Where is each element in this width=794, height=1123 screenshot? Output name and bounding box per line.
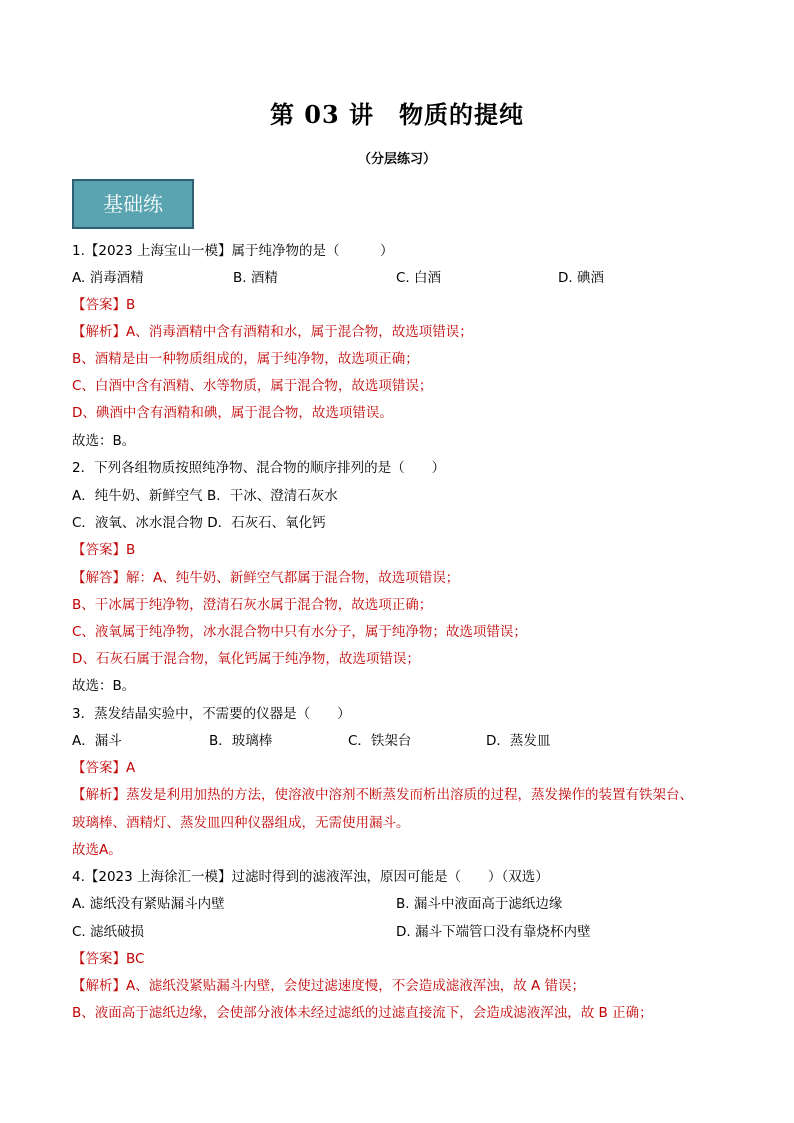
page-title: 第 03 讲 物质的提纯 (269, 100, 525, 129)
answer-tag: 【答案】 (72, 297, 126, 313)
analysis-text: 蒸发是利用加热的方法，使溶液中溶剂不断蒸发而析出溶质的过程，蒸发操作的装置有铁架台、 (126, 787, 693, 803)
q1-analysis-line: C、白酒中含有酒精、水等物质，属于混合物，故选项错误； (72, 378, 433, 394)
q4-option-c: C. 滤纸破损 (72, 924, 145, 940)
q2-stem: 2．下列各组物质按照纯净物、混合物的顺序排列的是（ ） (72, 460, 446, 476)
q4-option-b: B. 漏斗中液面高于滤纸边缘 (396, 896, 563, 912)
answer-value: A (126, 760, 136, 776)
q1-analysis-line: D、碘酒中含有酒精和碘，属于混合物，故选项错误。 (72, 405, 393, 421)
q4-analysis-line (72, 977, 585, 995)
q4-option-d: D. 漏斗下端管口没有靠烧杯内壁 (396, 924, 591, 940)
q2-answer (72, 541, 135, 559)
answer-value: B (126, 542, 136, 558)
answer-value: B (126, 297, 136, 313)
analysis-tag: 【解析】 (72, 978, 126, 994)
answer-tag: 【答案】 (72, 951, 126, 967)
q1-stem: 1.【2023 上海宝山一模】属于纯净物的是（ ） (72, 243, 394, 259)
q1-answer (72, 296, 135, 314)
q4-stem: 4.【2023 上海徐汇一模】过滤时得到的滤液浑浊，原因可能是（ ）（双选） (72, 869, 549, 885)
analysis-tag: 【解答】 (72, 570, 126, 586)
q4-analysis-line: B、液面高于滤纸边缘，会使部分液体未经过滤纸的过滤直接流下，会造成滤液浑浊，故 B 正确； (72, 1005, 653, 1021)
q1-analysis-line (72, 323, 473, 341)
q3-option-b: B．玻璃棒 (209, 733, 273, 749)
q3-option-c: C．铁架台 (348, 733, 412, 749)
q4-option-a: A. 滤纸没有紧贴漏斗内壁 (72, 896, 225, 912)
q3-answer (72, 759, 135, 777)
q2-analysis-line: C、液氧属于纯净物，冰水混合物中只有水分子，属于纯净物；故选项错误； (72, 624, 527, 640)
q1-option-d: D. 碘酒 (558, 270, 604, 286)
analysis-text: 解：A、纯牛奶、新鲜空气都属于混合物，故选项错误； (126, 570, 460, 586)
q2-options-cd: C．液氧、冰水混合物 D．石灰石、氧化钙 (72, 515, 326, 531)
q2-options-ab: A．纯牛奶、新鲜空气 B．干冰、澄清石灰水 (72, 488, 338, 504)
answer-tag: 【答案】 (72, 542, 126, 558)
analysis-tag: 【解析】 (72, 787, 126, 803)
answer-value: BC (126, 951, 145, 967)
q2-conclusion: 故选：B。 (72, 678, 136, 694)
answer-tag: 【答案】 (72, 760, 126, 776)
q2-analysis-line: D、石灰石属于混合物，氧化钙属于纯净物，故选项错误； (72, 651, 420, 667)
analysis-text: A、消毒酒精中含有酒精和水，属于混合物，故选项错误； (126, 324, 473, 340)
q3-conclusion: 故选A。 (72, 842, 122, 858)
analysis-text: A、滤纸没紧贴漏斗内壁，会使过滤速度慢，不会造成滤液浑浊，故 A 错误； (126, 978, 586, 994)
page-subtitle: （分层练习） (357, 152, 436, 167)
q1-conclusion: 故选：B。 (72, 433, 136, 449)
q1-option-a: A. 消毒酒精 (72, 270, 144, 286)
q3-analysis-line: 玻璃棒、酒精灯、蒸发皿四种仪器组成，无需使用漏斗。 (72, 815, 410, 831)
q3-analysis-line (72, 786, 693, 804)
q4-answer (72, 950, 144, 968)
q3-option-d: D．蒸发皿 (486, 733, 551, 749)
q2-analysis-line: B、干冰属于纯净物，澄清石灰水属于混合物，故选项正确； (72, 597, 433, 613)
q2-analysis-line (72, 569, 459, 587)
section-badge: 基础练 (72, 179, 194, 229)
q3-option-a: A．漏斗 (72, 733, 122, 749)
q3-stem: 3．蒸发结晶实验中，不需要的仪器是（ ） (72, 706, 351, 722)
q1-analysis-line: B、酒精是由一种物质组成的，属于纯净物，故选项正确； (72, 351, 419, 367)
analysis-tag: 【解析】 (72, 324, 126, 340)
q1-option-b: B. 酒精 (233, 270, 278, 286)
q1-option-c: C. 白酒 (396, 270, 442, 286)
